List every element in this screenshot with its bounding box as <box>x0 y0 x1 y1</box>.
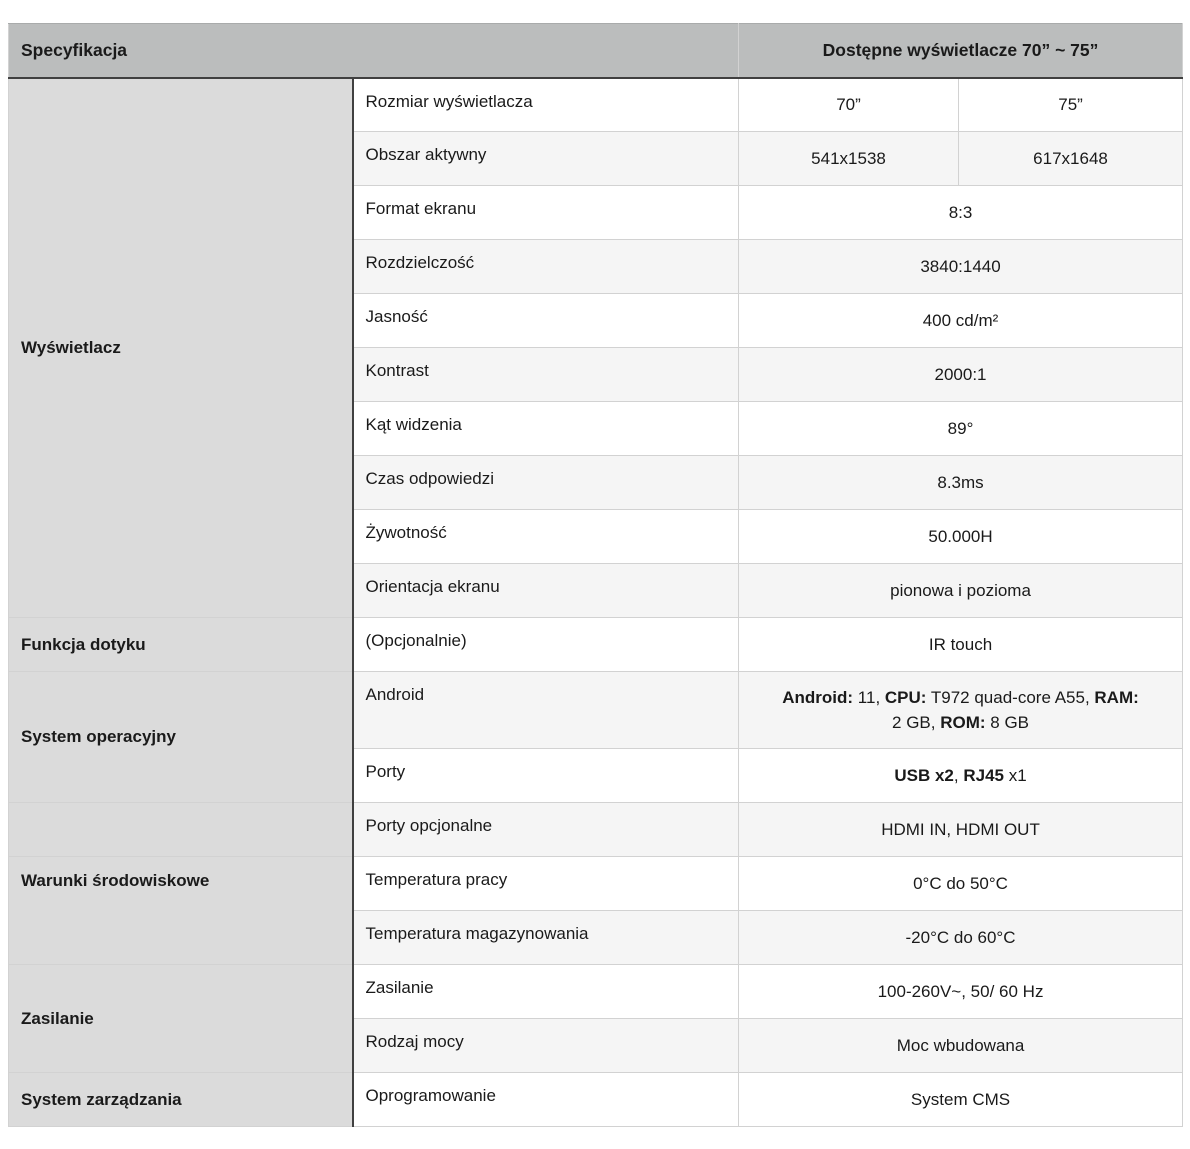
spec-value: USB x2, RJ45 x1 <box>739 749 1183 803</box>
spec-label: Orientacja ekranu <box>353 564 739 618</box>
spec-label: Rozmiar wyświetlacza <box>353 78 739 132</box>
category-cell-wyswietlacz: Wyświetlacz <box>9 78 353 618</box>
spec-value: 8.3ms <box>739 456 1183 510</box>
spec-value: 0°C do 50°C <box>739 857 1183 911</box>
table-row <box>9 672 1183 749</box>
table-row <box>9 857 1183 911</box>
table-row <box>9 1073 1183 1127</box>
table-header-row <box>9 24 1183 78</box>
spec-label: Temperatura magazynowania <box>353 911 739 965</box>
spec-label: Czas odpowiedzi <box>353 456 739 510</box>
spec-label: Android <box>353 672 739 749</box>
spec-value: pionowa i pozioma <box>739 564 1183 618</box>
table-row <box>9 618 1183 672</box>
table-row <box>9 965 1183 1019</box>
spec-value-70: 541x1538 <box>739 132 959 186</box>
table-row <box>9 78 1183 132</box>
spec-value: 3840:1440 <box>739 240 1183 294</box>
category-cell-empty <box>9 803 353 857</box>
spec-value: System CMS <box>739 1073 1183 1127</box>
spec-value-75: 617x1648 <box>959 132 1183 186</box>
spec-label: Format ekranu <box>353 186 739 240</box>
spec-label: Rodzaj mocy <box>353 1019 739 1073</box>
spec-value: HDMI IN, HDMI OUT <box>739 803 1183 857</box>
spec-value: IR touch <box>739 618 1183 672</box>
header-displays: Dostępne wyświetlacze 70” ~ 75” <box>739 24 1183 78</box>
spec-value: 2000:1 <box>739 348 1183 402</box>
spec-value: 50.000H <box>739 510 1183 564</box>
table-row <box>9 803 1183 857</box>
spec-value: -20°C do 60°C <box>739 911 1183 965</box>
spec-label: Żywotność <box>353 510 739 564</box>
spec-value: 89° <box>739 402 1183 456</box>
header-specyfikacja: Specyfikacja <box>9 24 739 78</box>
spec-value: 8:3 <box>739 186 1183 240</box>
spec-label: Oprogramowanie <box>353 1073 739 1127</box>
spec-label: (Opcjonalnie) <box>353 618 739 672</box>
spec-value: 100-260V~, 50/ 60 Hz <box>739 965 1183 1019</box>
category-cell-system-zarzadzania: System zarządzania <box>9 1073 353 1127</box>
spec-label: Kąt widzenia <box>353 402 739 456</box>
spec-label: Jasność <box>353 294 739 348</box>
spec-value: Moc wbudowana <box>739 1019 1183 1073</box>
category-cell-system-operacyjny: System operacyjny <box>9 672 353 803</box>
spec-label: Rozdzielczość <box>353 240 739 294</box>
spec-label: Kontrast <box>353 348 739 402</box>
spec-label: Porty opcjonalne <box>353 803 739 857</box>
spec-value-75: 75” <box>959 78 1183 132</box>
spec-value-70: 70” <box>739 78 959 132</box>
spec-value: 400 cd/m² <box>739 294 1183 348</box>
category-cell-funkcja-dotyku: Funkcja dotyku <box>9 618 353 672</box>
category-cell-zasilanie: Zasilanie <box>9 965 353 1073</box>
spec-label: Obszar aktywny <box>353 132 739 186</box>
spec-table <box>8 23 1183 1127</box>
spec-label: Porty <box>353 749 739 803</box>
spec-value: Android: 11, CPU: T972 quad-core A55, RAM: 2 GB, ROM: 8 GB <box>739 672 1183 749</box>
spec-label: Temperatura pracy <box>353 857 739 911</box>
category-cell-warunki-srodowiskowe: Warunki środowiskowe <box>9 857 353 965</box>
spec-label: Zasilanie <box>353 965 739 1019</box>
